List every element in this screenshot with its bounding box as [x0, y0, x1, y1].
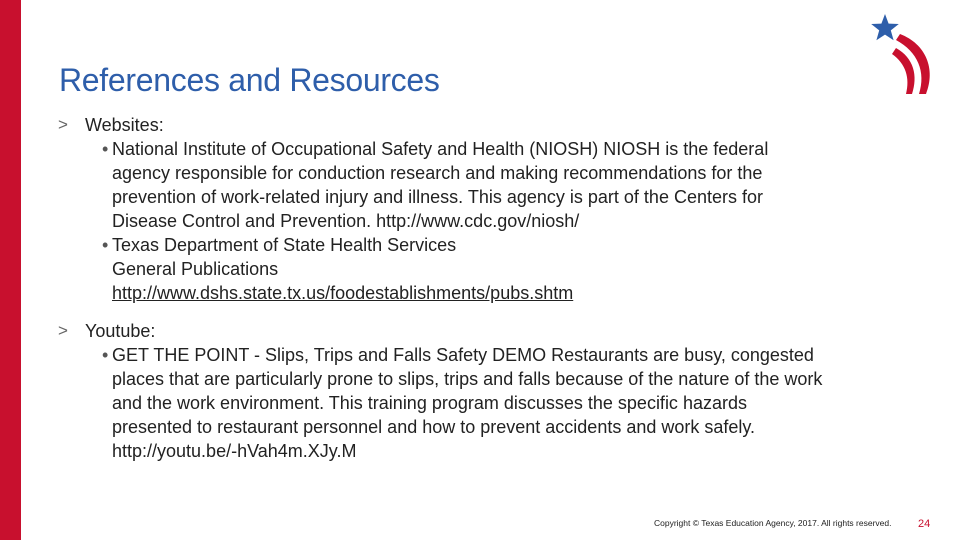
- bullet-icon: •: [102, 345, 109, 365]
- dshs-publications-link[interactable]: http://www.dshs.state.tx.us/foodestablishments/pubs.shtm: [112, 283, 574, 303]
- star-swoosh-logo-icon: [866, 14, 938, 96]
- item-text-line: National Institute of Occupational Safety and Health (NIOSH) NIOSH is the federal: [112, 139, 769, 159]
- list-item: [85, 233, 918, 305]
- item-text-line: Disease Control and Prevention. http://www.cdc.gov/niosh/: [112, 211, 580, 231]
- section-label: Websites:: [85, 115, 164, 135]
- list-item: [85, 343, 918, 463]
- item-list: [85, 137, 918, 305]
- list-item: [85, 137, 918, 233]
- section-marker-icon: >: [58, 321, 68, 340]
- item-text-line: places that are particularly prone to slips, trips and falls because of the nature of the work: [112, 369, 823, 389]
- section-marker-icon: >: [58, 115, 68, 134]
- slide-title: References and Resources: [59, 62, 440, 98]
- item-text-line: Texas Department of State Health Services: [112, 235, 457, 255]
- slide-content: [58, 113, 918, 477]
- section-label: Youtube:: [85, 321, 156, 341]
- logo-star: [871, 14, 899, 40]
- item-text-line: General Publications: [112, 259, 279, 279]
- bullet-icon: •: [102, 235, 109, 255]
- item-text-line: agency responsible for conduction research and making recommendations for the: [112, 163, 763, 183]
- item-text-line: prevention of work-related injury and illness. This agency is part of the Centers for: [112, 187, 763, 207]
- bullet-icon: •: [102, 139, 109, 159]
- copyright-footer: Copyright © Texas Education Agency, 2017. All rights reserved.: [654, 518, 892, 528]
- section-youtube: [58, 319, 918, 463]
- section-websites: [58, 113, 918, 305]
- page-number: 24: [918, 518, 931, 530]
- item-text-line: presented to restaurant personnel and how to prevent accidents and work safely.: [112, 417, 756, 437]
- youtube-video-url[interactable]: http://youtu.be/-hVah4m.XJy.M: [112, 441, 357, 461]
- left-accent-bar: [0, 0, 21, 540]
- logo-swoosh-inner: [892, 48, 915, 94]
- item-text-line: GET THE POINT - Slips, Trips and Falls Safety DEMO Restaurants are busy, congested: [112, 345, 814, 365]
- item-list: [85, 343, 918, 463]
- item-text-line: and the work environment. This training program discusses the specific hazards: [112, 393, 747, 413]
